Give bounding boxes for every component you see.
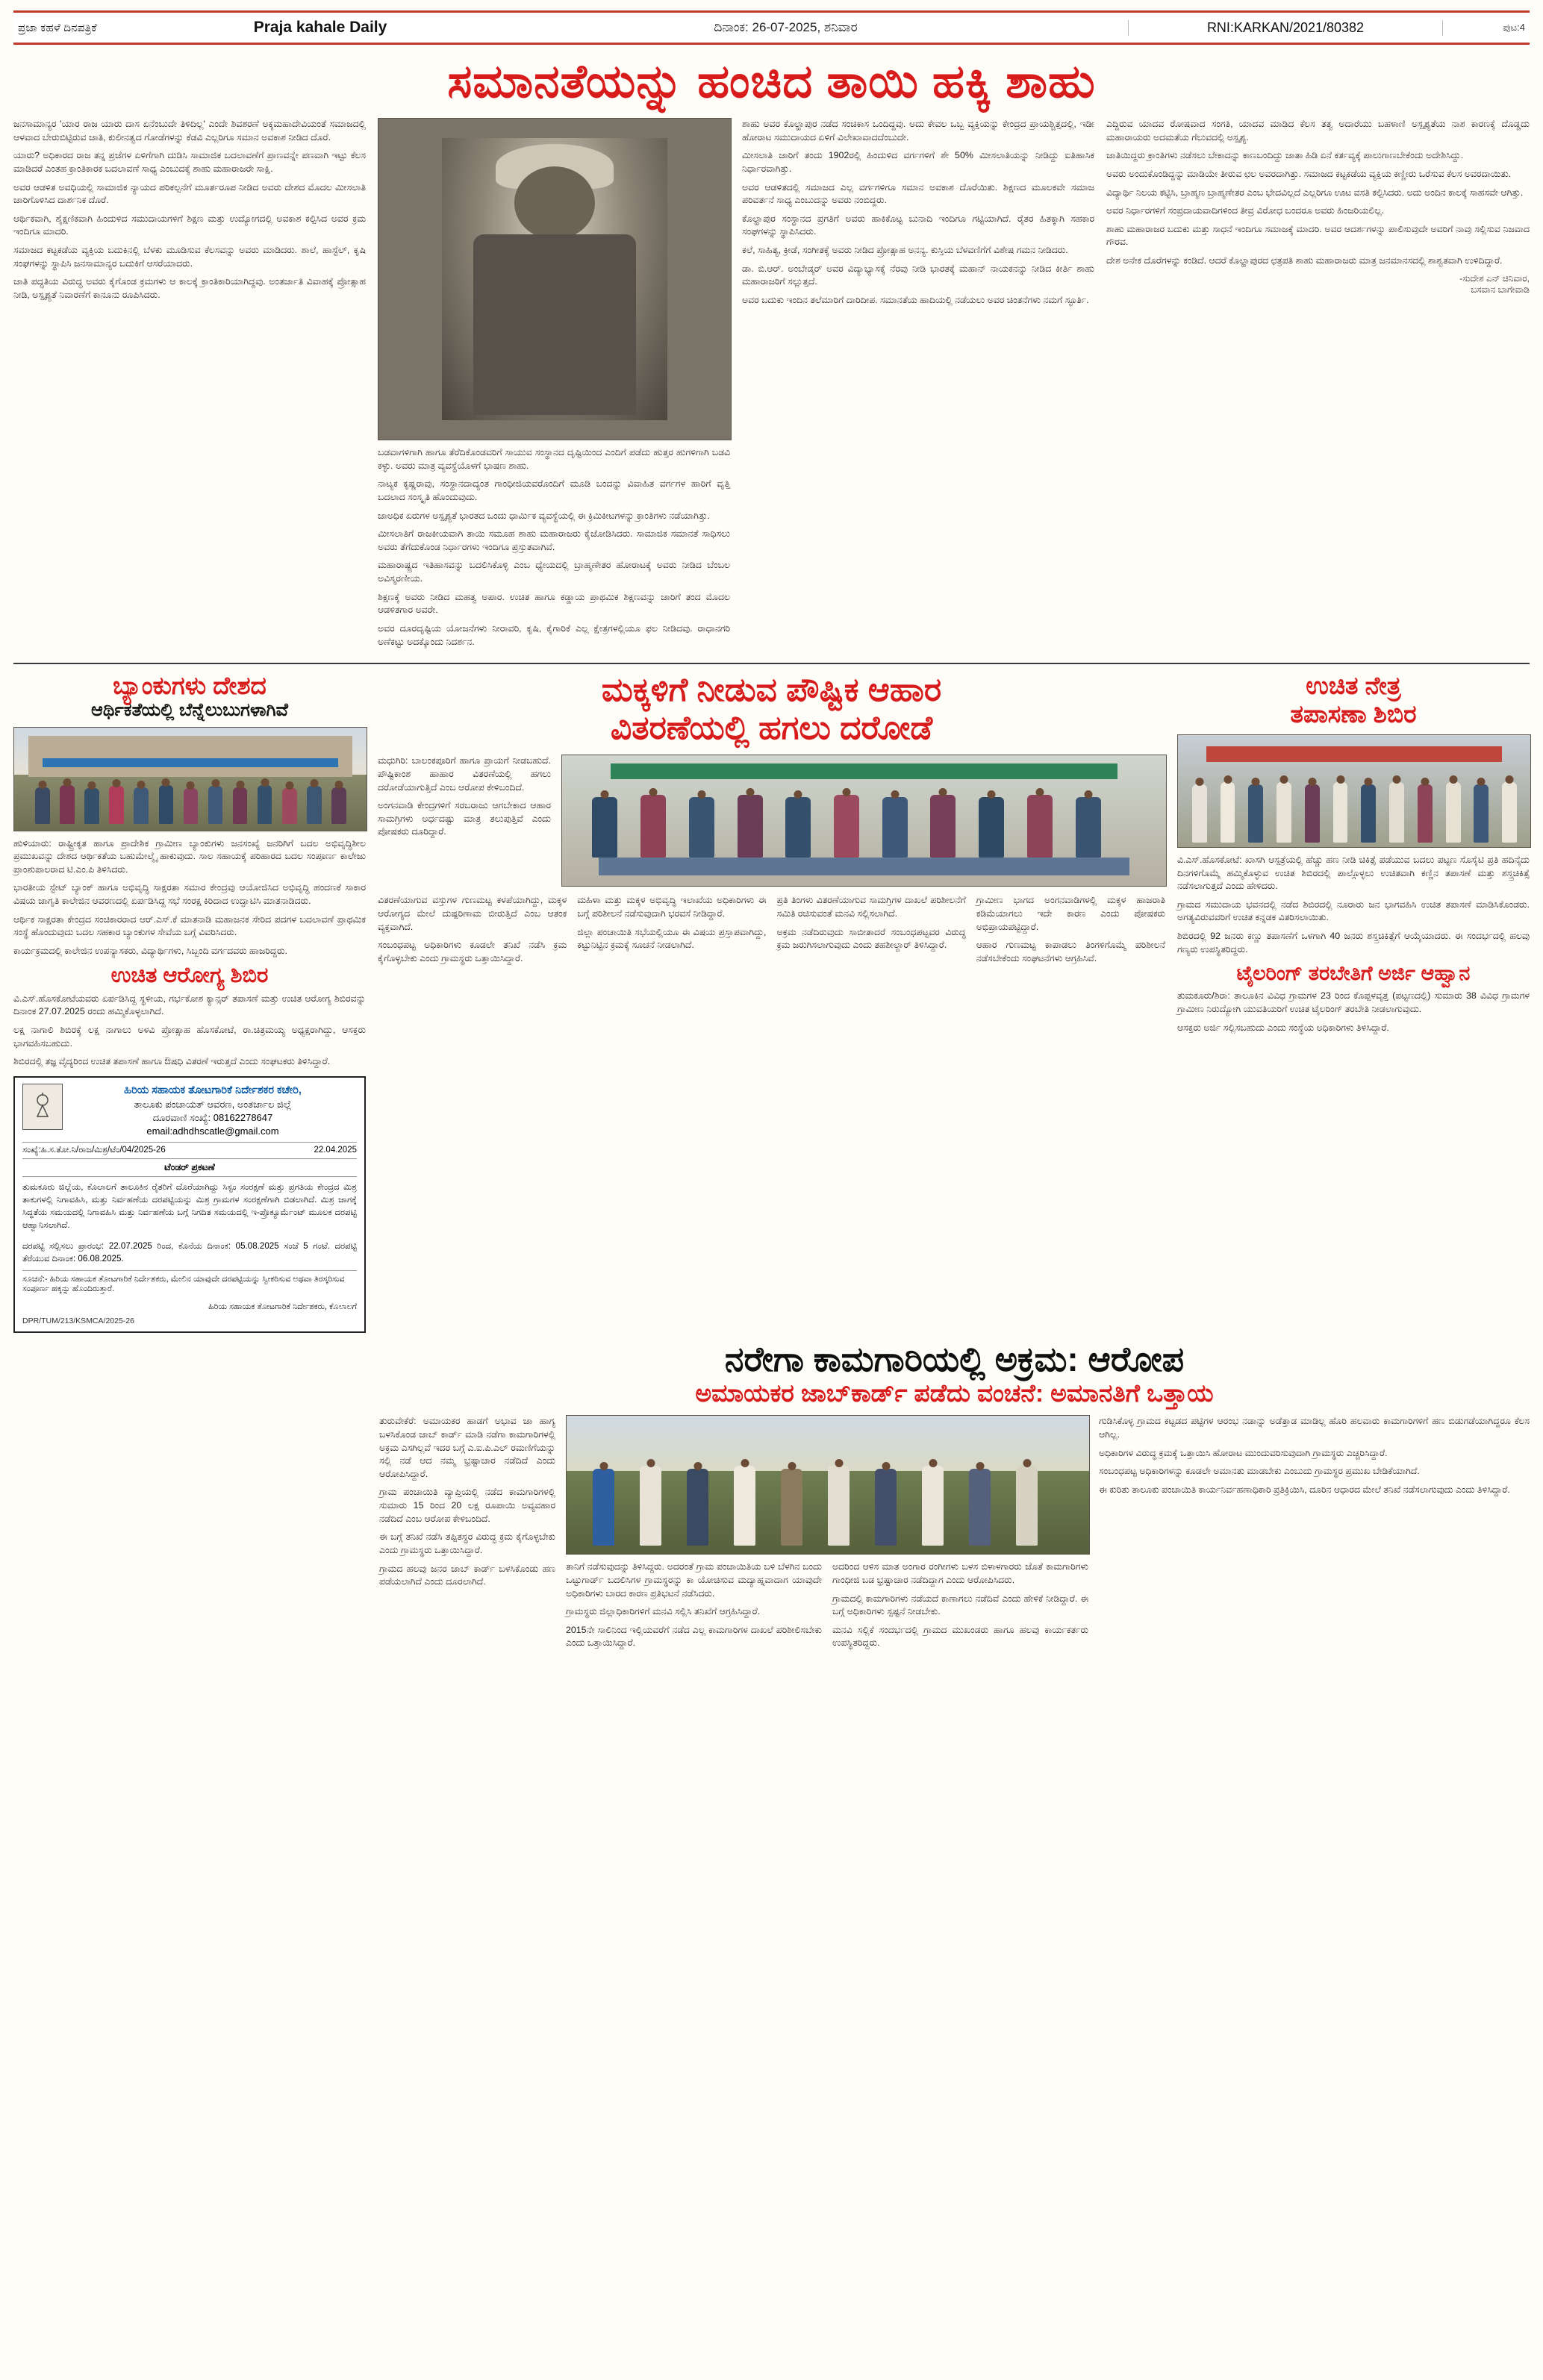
story-food-paragraph: ಗ್ರಾಮೀಣ ಭಾಗದ ಅಂಗನವಾಡಿಗಳಲ್ಲಿ ಮಕ್ಕಳ ಹಾಜರಾತಿ ಕಡಿಮೆಯಾಗಲು ಇದೇ ಕಾರಣ ಎಂದು ಪೋಷಕರು ಅಭಿಪ್ರಾಯಪಟ್ಟಿದ್ದಾರೆ. [976, 895, 1165, 932]
person-figure [159, 785, 174, 824]
masthead-publication-kannada: ಪ್ರಜಾ ಕಹಳೆ ದಿನಪತ್ರಿಕೆ [18, 21, 97, 34]
story-nrega-paragraph: ಈ ಬಗ್ಗೆ ತನಿಖೆ ನಡೆಸಿ ತಪ್ಪಿತಸ್ಥರ ವಿರುದ್ಧ ಕ್ರಮ ಕೈಗೊಳ್ಳಬೇಕು ಎಂದು ಗ್ರಾಮಸ್ಥರು ಒತ್ತಾಯಿಸಿದ್ದಾರೆ. [379, 1531, 555, 1555]
person-figure [331, 787, 346, 825]
story-health-paragraph: ವಿ.ಎಸ್.ಹೊಸಕೋಟೆಯವರು ಏರ್ಪಡಿಸಿದ್ದ ಸ್ಥಳೀಯ, ಗರ್ಭಕೋಶ ಕ್ಯಾನ್ಸರ್ ತಪಾಸಣೆ ಮತ್ತು ಉಚಿತ ಆರೋಗ್ಯ ಶಿಬಿರವನ್ನು ದಿನಾಂಕ 27.07.2025 ರಂದು ಹಮ್ಮಿಕೊಳ್ಳಲಾಗಿದೆ. [13, 993, 366, 1017]
person-figure [282, 788, 297, 824]
story-health-paragraph: ಶಿಬಿರದಲ್ಲಿ ತಜ್ಞ ವೈದ್ಯರಿಂದ ಉಚಿತ ತಪಾಸಣೆ ಹಾಗೂ ಔಷಧಿ ವಿತರಣೆ ಇರುತ್ತದೆ ಎಂದು ಸಂಘಟಕರು ತಿಳಿಸಿದ್ದಾರೆ. [13, 1056, 331, 1067]
person-figure [258, 785, 272, 824]
lead-paragraph: ಯಾರು? ಅಧಿಕಾರದ ರಾಜ ತನ್ನ ಪ್ರಜೆಗಳ ಏಳಿಗೆಗಾಗಿ ದುಡಿಸಿ ಸಾಮಾಜಿಕ ಬದಲಾವಣೆಗೆ ಪ್ರಾಣವನ್ನೇ ಪಣವಾಗಿ ಇಟ್ಟು ಕೆಲಸ ಮಾಡಿದರೆ ಎಂತಹ ಕ್ರಾಂತಿಕಾರಕ ಬದಲಾವಣೆ ಸಾಧ್ಯ ಎಂಬುದಕ್ಕೆ ಶಾಹು ಮಹಾರಾಜರೇ ಸಾಕ್ಷಿ. [13, 150, 366, 175]
story-bank-paragraph: ಕಾರ್ಯಕ್ರಮದಲ್ಲಿ ಕಾಲೇಜಿನ ಉಪನ್ಯಾಸಕರು, ವಿದ್ಯಾರ್ಥಿಗಳು, ಸಿಬ್ಬಂದಿ ವರ್ಗದವರು ಹಾಜರಿದ್ದರು. [13, 945, 287, 956]
person-figure [184, 788, 199, 824]
story-nrega-paragraph: ಗ್ರಾಮಸ್ಥರು ಜಿಲ್ಲಾಧಿಕಾರಿಗಳಿಗೆ ಮನವಿ ಸಲ್ಲಿಸಿ ತನಿಖೆಗೆ ಆಗ್ರಹಿಸಿದ್ದಾರೆ. [566, 1606, 761, 1617]
section-divider [13, 663, 1530, 664]
person-figure [979, 797, 1004, 858]
person-figure [785, 797, 811, 858]
person-figure [1221, 782, 1235, 843]
story-food-paragraph: ಮಧುಗಿರಿ: ಬಾಲಂಕಪೂರಿಗೆ ಹಾಗೂ ಪ್ರಾಯಗೆ ನೀಡಬಹುದೆ. ಪೌಷ್ಟಿಕಾಂಶ ಹಾಹಾರ ವಿತರಣೆಯಲ್ಲಿ ಹಗಲು ದರೋಡೆಯಾಗುತ್ತಿದೆ ಎಂಬ ಆರೋಪ ಕೇಳಿಬಂದಿದೆ. [378, 755, 551, 793]
person-figure [734, 1466, 755, 1546]
story-nrega-paragraph: ಅದರಿಂದ ಆಳಿಸ ಮಾತ ಅಂಗಾರ ರಂಗೀಗಳು ಬಳಸ ಬಿಳಾಳಗಾರರು ಜೊತೆ ಕಾಮಗಾರಿಗಳು ಗಾಂಧೀಜಿ ಬಡ ಭ್ರಷ್ಟಾಚಾರ ನಡೆದಿದ್ದಾಗ ಎಂದು ಆರೋಪಿಸಿದರು. [832, 1561, 1088, 1586]
person-figure [1248, 784, 1263, 843]
lead-paragraph: ಶಿಕ್ಷಣಕ್ಕೆ ಅವರು ನೀಡಿದ ಮಹತ್ವ ಅಪಾರ. ಉಚಿತ ಹಾಗೂ ಕಡ್ಡಾಯ ಪ್ರಾಥಮಿಕ ಶಿಕ್ಷಣವನ್ನು ಜಾರಿಗೆ ತಂದ ಮೊದಲ ಆಡಳಿತಗಾರ ಅವರೇ. [378, 591, 730, 616]
story-food-photo [561, 755, 1167, 887]
lead-headline: ಸಮಾನತೆಯನ್ನು ಹಂಚಿದ ತಾಯಿ ಹಕ್ಕಿ ಶಾಹು [447, 56, 1096, 107]
story-food-paragraph: ಅಂಗನವಾಡಿ ಕೇಂದ್ರಗಳಿಗೆ ಸರಬರಾಜು ಆಗಬೇಕಾದ ಆಹಾರ ಸಾಮಗ್ರಿಗಳು ಅರ್ಧದಷ್ಟು ಮಾತ್ರ ತಲುಪುತ್ತಿವೆ ಎಂದು ಪೋಷಕರು ದೂರಿದ್ದಾರೆ. [378, 800, 551, 837]
story-food-title-1: ಮಕ್ಕಳಿಗೆ ನೀಡುವ ಪೌಷ್ಟಿಕ ಆಹಾರ [601, 672, 942, 709]
masthead-date: ದಿನಾಂಕ: 26-07-2025, ಶನಿವಾರ [714, 20, 858, 34]
lead-paragraph: ಕೊಲ್ಹಾಪುರ ಸಂಸ್ಥಾನದ ಪ್ರಗತಿಗೆ ಅವರು ಹಾಕಿಕೊಟ್ಟ ಬುನಾದಿ ಇಂದಿಗೂ ಗಟ್ಟಿಯಾಗಿದೆ. ರೈತರ ಹಿತಕ್ಕಾಗಿ ಸಹಕಾರ ಸಂಘಗಳನ್ನು ಸ್ಥಾಪಿಸಿದರು. [742, 213, 1094, 237]
tender-dates: ದರಪಟ್ಟಿ ಸಲ್ಲಿಸಲು ಪ್ರಾರಂಭ: 22.07.2025 ರಿಂದ, ಕೊನೆಯ ದಿನಾಂಕ: 05.08.2025 ಸಂಜೆ 5 ಗಂಟೆ. ದರಪಟ್ಟಿ ತೆರೆಯುವ ದಿನಾಂಕ: 06.08.2025. [22, 1241, 357, 1264]
story-nrega-paragraph: ಮನವಿ ಸಲ್ಲಿಕೆ ಸಂದರ್ಭದಲ್ಲಿ ಗ್ರಾಮದ ಮುಖಂಡರು ಹಾಗೂ ಹಲವು ಕಾರ್ಯಕರ್ತರು ಉಪಸ್ಥಿತರಿದ್ದರು. [832, 1624, 1088, 1649]
story-eye-title-2: ತಪಾಸಣಾ ಶಿಬಿರ [1290, 700, 1417, 728]
tender-office-block [69, 1084, 357, 1137]
story-health-title: ಉಚಿತ ಆರೋಗ್ಯ ಶಿಬಿರ [110, 963, 269, 987]
lead-byline [1106, 273, 1530, 296]
lead-paragraph: ದೇಶ ಅನೇಕ ದೊರೆಗಳನ್ನು ಕಂಡಿದೆ. ಆದರೆ ಕೊಲ್ಹಾಪುರದ ಛತ್ರಪತಿ ಶಾಹು ಮಹಾರಾಜರು ಮಾತ್ರ ಜನಮಾನಸದಲ್ಲಿ ಶಾಶ್ವತವಾಗಿ ಉಳಿದಿದ್ದಾರೆ. [1106, 255, 1503, 266]
masthead-page-number: ಪುಟ:4 [1503, 22, 1525, 33]
person-figure [930, 795, 956, 858]
building-shape [28, 736, 352, 777]
story-tailoring-paragraph: ತುಮಕೂರು/ಶಿರಾ: ತಾಲೂಕಿನ ವಿವಿಧ ಗ್ರಾಮಗಳ 23 ರಿಂದ ಕೊಪ್ಪಳವೃತ್ತ (ಪಟ್ಟಣದಲ್ಲಿ) ಸುಮಾರು 38 ವಿವಿಧ ಗ್ರಾಮಗಳ ಗ್ರಾಮೀಣ ನಿರುದ್ಯೋಗಿ ಯುವತಿಯರಿಗೆ ಉಚಿತ ಟೈಲರಿಂಗ್ ತರಬೇತಿ ನೀಡಲಾಗುವುದು. [1177, 990, 1530, 1014]
masthead-rni: RNI:KARKAN/2021/80382 [1128, 20, 1443, 36]
story-eye-paragraph: ಗ್ರಾಮದ ಸಮುದಾಯ ಭವನದಲ್ಲಿ ನಡೆದ ಶಿಬಿರದಲ್ಲಿ ನೂರಾರು ಜನ ಭಾಗವಹಿಸಿ ಉಚಿತ ತಪಾಸಣೆ ಮಾಡಿಸಿಕೊಂಡರು. ಅಗತ್ಯವಿರುವವರಿಗೆ ಉಚಿತ ಕನ್ನಡಕ ವಿತರಿಸಲಾಯಿತು. [1177, 899, 1530, 923]
story-eye [1177, 672, 1530, 1040]
sky-region [567, 1416, 1089, 1471]
person-figure [781, 1469, 802, 1546]
person-figure [134, 787, 149, 825]
tender-office-name: ಹಿರಿಯ ಸಹಾಯಕ ತೋಟಗಾರಿಕೆ ನಿರ್ದೇಶಕರ ಕಚೇರಿ, [124, 1084, 302, 1096]
story-bank-photo [13, 727, 367, 831]
tender-subject: ಟೆಂಡರ್ ಪ್ರಕಟಣೆ [22, 1159, 357, 1177]
person-figure [828, 1466, 850, 1546]
lead-paragraph: ಶಾಹು ಅವರ ಕೊಲ್ಹಾಪುರ ನಡೆದ ಸಂಚಿಕಾಸ ಒಂದಿದ್ದವು. ಅದು ಕೇವಲ ಒಬ್ಬ ವ್ಯಕ್ತಿಯನ್ನು ಕೇಂದ್ರದ ಪ್ರಾಯಶ್ಚಿತ್ತದಲ್ಲಿ, ಇಡೀ ಹೋರಾಟ ಸಮುದಾಯದ ಏಳಿಗೆ ವಿಲೇಖಾವಾದದೆಂಬುದೇ. [742, 119, 1094, 143]
person-figure [1333, 782, 1348, 843]
story-nrega-title-main: ನರೇಗಾ ಕಾಮಗಾರಿಯಲ್ಲಿ ಅಕ್ರಮ: ಆರೋಪ [724, 1339, 1185, 1378]
lead-paragraph: ಆರ್ಥಿಕವಾಗಿ, ಶೈಕ್ಷಣಿಕವಾಗಿ ಹಿಂದುಳಿದ ಸಮುದಾಯಗಳಿಗೆ ಶಿಕ್ಷಣ ಮತ್ತು ಉದ್ಯೋಗದಲ್ಲಿ ಅವಕಾಶ ಕಲ್ಪಿಸಿದ ಅವರ ಕ್ರಮ ಇಂದಿಗೂ ಮಾದರಿ. [13, 213, 366, 237]
story-nrega-paragraph: ಈ ಕುರಿತು ತಾಲೂಕು ಪಂಚಾಯಿತಿ ಕಾರ್ಯನಿರ್ವಹಣಾಧಿಕಾರಿ ಪ್ರತಿಕ್ರಿಯಿಸಿ, ದೂರಿನ ಆಧಾರದ ಮೇಲೆ ತನಿಖೆ ನಡೆಸಲಾಗುವುದು ಎಂದು ತಿಳಿಸಿದ್ದಾರೆ. [1099, 1484, 1510, 1495]
person-figure [640, 1466, 661, 1546]
person-figure [1076, 797, 1101, 858]
lead-paragraph: ಕಲೆ, ಸಾಹಿತ್ಯ, ಕ್ರೀಡೆ, ಸಂಗೀತಕ್ಕೆ ಅವರು ನೀಡಿದ ಪ್ರೋತ್ಸಾಹ ಅನನ್ಯ. ಕುಸ್ತಿಯ ಬೆಳವಣಿಗೆಗೆ ವಿಶೇಷ ಗಮನ ನೀಡಿದರು. [742, 245, 1068, 256]
person-figure [1361, 784, 1376, 843]
person-figure [84, 788, 99, 824]
tender-office-email: email:adhdhscatle@gmail.com [146, 1125, 279, 1137]
lead-paragraph: ಜಾಅಧಿಕ ಏರುಗಳ ಅಸ್ಪೃಶ್ಯತೆ ಭಾರತದ ಒಂದು ಧಾರ್ಮಿಕ ವ್ಯವಸ್ಥೆಯಲ್ಲಿ ಈ ಕ್ರಿಮಿಕೀಟಗಳನ್ನು ಕ್ರಾಂತಿಗಳು ನಡೆಯಾಗಿತ್ತು. [378, 510, 710, 521]
person-figure [208, 786, 223, 824]
tender-code: DPR/TUM/213/KSMCA/2025-26 [22, 1316, 134, 1325]
person-figure [875, 1469, 897, 1546]
story-food-paragraph: ಅಕ್ರಮ ನಡೆದಿರುವುದು ಸಾಬೀತಾದರೆ ಸಂಬಂಧಪಟ್ಟವರ ವಿರುದ್ಧ ಕ್ರಮ ಜರುಗಿಸಲಾಗುವುದು ಎಂದು ತಹಶೀಲ್ದಾರ್ ತಿಳಿಸಿದ್ದಾರೆ. [776, 926, 966, 951]
tender-date: 22.04.2025 [314, 1146, 357, 1155]
lead-paragraph: ಶಾಹು ಮಹಾರಾಜರ ಬದುಕು ಮತ್ತು ಸಾಧನೆ ಇಂದಿಗೂ ಸಮಾಜಕ್ಕೆ ಮಾದರಿ. ಅವರ ಆದರ್ಶಗಳನ್ನು ಪಾಲಿಸುವುದೇ ಅವರಿಗೆ ನಾವು ಸಲ್ಲಿಸುವ ನಿಜವಾದ ಗೌರವ. [1106, 223, 1530, 248]
story-food-title-2: ವಿತರಣೆಯಲ್ಲಿ ಹಗಲು ದರೋಡೆ [610, 709, 933, 746]
lead-photo-shahu-maharaj [378, 118, 732, 440]
person-figure [35, 787, 50, 825]
lead-paragraph: ನಾಟ್ಯಕ ಕೃಷ್ಣರಾವು, ಸಂಸ್ಥಾನದಾದ್ಯಂತ ಗಾಂಧೀಜಿಯವರೊಂದಿಗೆ ಮೂಡಿ ಬಂದನ್ನು ವಿವಾಹಿತ ವರ್ಗಗಳ ಹಾರಿಗೆ ವೃತ್ತಿ ಬದಲಾದ ಸಂಸ್ಕೃತಿ ಹೊಂದುವುದು. [378, 478, 730, 503]
lead-paragraph: ಎದ್ದಿರುವ ಯಾದವ ರೋಷವಾದ ಸಂಗತಿ, ಯಾದವ ಮಾಡಿದ ಕೆಲಸ ತತ್ವ ಅದಾರೆಯು ಬಹಳಾಣಿ ಅಸ್ಪೃಶ್ಯತೆಯ ನಾಶ ಕಾರಣಕ್ಕೆ ದೊಡ್ಡದು ಮಹಾರಾಯರು ಅದಮತೆಯ ಗೆಲುವದಲ್ಲಿ ಅಸ್ಪೃಶ್ಯ. [1106, 119, 1530, 143]
story-food [378, 672, 1165, 965]
person-figure [1016, 1466, 1038, 1546]
story-nrega-photo [566, 1415, 1090, 1555]
story-nrega [379, 1340, 1530, 1655]
story-nrega-paragraph: ಗುಡಿಸಿಕೊಳ್ಳ ಗ್ರಾಮದ ಕಟ್ಟಡದ ಪಟ್ಟಿಗಳ ಆರಂಭ ನಡಾನ್ನು ಅಡೆತ್ತಾಡ ಮಾಡಿಲ್ಲ ಹೊರಿ ಹಲವಾರು ಕಾಮಗಾರಿಗಳಿಗೆ ಹಣ ಬಿಡುಗಡೆಯಾಗಿದ್ದರೂ ಕೆಲಸ ಆಗಿಲ್ಲ. [1099, 1416, 1530, 1440]
lead-paragraph: ಮೀಸಲಾತಿಗೆ ರಾಜಕೀಯವಾಗಿ ತಾಯಿ ಸಮೂಹ ಶಾಹು ಮಹಾರಾಜರು ಕೈಜೋಡಿಸಿದರು. ಸಾಮಾಜಿಕ ಸಮಾನತೆ ಸಾಧಿಸಲು ಅವರು ತೆಗೆದುಕೊಂಡ ನಿರ್ಧಾರಗಳು ಇಂದಿಗೂ ಪ್ರಸ್ತುತವಾಗಿವೆ. [378, 528, 730, 552]
person-figure [1446, 782, 1461, 843]
lead-paragraph: ಬಡವಾಗಳಿಗಾಗಿ ಹಾಗೂ ತೆರೆದಿಕೊಂಡವರಿಗೆ ಸಾಯುವ ಸಂಸ್ಥಾನದ ದೃಷ್ಟಿಯಿಂದ ಎಂದಿಗೆ ಪಡೆದು ಹುತ್ತರ ಹುಗಳಿಗಾಗಿ ಬಡವಿ ಕಳ್ಳು. ಅವರು ಮಾತ್ರ ವ್ಯವಸ್ಥೆಯೊಳಗೆ ಭಾಷಣ ಶಾಹು. [378, 447, 730, 471]
head-shape [514, 166, 596, 240]
story-nrega-paragraph: ಸಂಬಂಧಪಟ್ಟ ಅಧಿಕಾರಿಗಳನ್ನು ಕೂಡಲೇ ಅಮಾನತು ಮಾಡಬೇಕು ಎಂಬುದು ಗ್ರಾಮಸ್ಥರ ಪ್ರಮುಖ ಬೇಡಿಕೆಯಾಗಿದೆ. [1099, 1466, 1420, 1477]
event-banner [43, 758, 339, 767]
person-figure [738, 795, 763, 858]
person-figure [969, 1469, 991, 1546]
story-food-paragraph: ಪ್ರತಿ ತಿಂಗಳು ವಿತರಣೆಯಾಗುವ ಸಾಮಗ್ರಿಗಳ ದಾಖಲೆ ಪರಿಶೀಲನೆಗೆ ಸಮಿತಿ ರಚಿಸುವಂತೆ ಮನವಿ ಸಲ್ಲಿಸಲಾಗಿದೆ. [776, 895, 966, 919]
story-bank-title-2: ಆರ್ಥಿಕತೆಯಲ್ಲಿ ಬೆನ್ನೆಲುಬುಗಳಾಗಿವೆ [91, 700, 288, 721]
photo-scene [1178, 735, 1530, 847]
lead-column-2 [378, 118, 730, 654]
middle-band [13, 672, 1530, 1333]
story-bank-paragraph: ಆರ್ಥಿಕ ಸಾಕ್ಷರತಾ ಕೇಂದ್ರದ ಸಂಚಿಕಾರರಾದ ಆರ್.ಎಸ್.ಕೆ ಮಾತನಾಡಿ ಮಹಾಜನಕ ಸೇರಿದ ಪದಗಳ ಬದಲಾವಣೆ ಪ್ರಾಥಮಿಕ ಸಂಸ್ಥೆ ಹೊಂದುವುದು ಬದಲ ಸಹಕಾರ ಬ್ಯಾಂಕುಗಳ ಸೇವೆಯ ಬಗ್ಗೆ ವಿವರಿಸಿದರು. [13, 913, 366, 938]
lead-paragraph: ಜಾತಿಯಿದ್ದರು ಕ್ರಾಂತಿಗಳು ನಡೆಸಲು ಬೇಕಾದನ್ನು ಕಾಣಬಂದಿದ್ದು ಜಾತಾ ಹಿಡಿ ಏನೆ ಕರ್ತವ್ಯಕ್ಕೆ ಪಾಲುಗಾಣಬೇಕೆಂದು ಅದೇಶಿಸಿದ್ದು. [1106, 150, 1464, 161]
photo-scene [567, 1416, 1089, 1554]
story-bank-title-1: ಬ್ಯಾಂಕುಗಳು ದೇಶದ [113, 672, 266, 700]
story-eye-photo [1177, 734, 1531, 848]
person-figure [1027, 795, 1053, 858]
person-figure [1277, 782, 1291, 843]
story-food-paragraph: ಜಿಲ್ಲಾ ಪಂಚಾಯಿತಿ ಸಭೆಯಲ್ಲಿಯೂ ಈ ವಿಷಯ ಪ್ರಸ್ತಾಪವಾಗಿದ್ದು, ಕಟ್ಟುನಿಟ್ಟಿನ ಕ್ರಮಕ್ಕೆ ಸೂಚನೆ ನೀಡಲಾಗಿದೆ. [577, 926, 767, 951]
story-food-intro [378, 755, 551, 887]
person-figure [593, 1469, 614, 1546]
person-figure [307, 786, 322, 824]
story-nrega-paragraph: 2015ನೇ ಸಾಲಿನಿಂದ ಇಲ್ಲಿಯವರೆಗೆ ನಡೆದ ಎಲ್ಲ ಕಾಮಗಾರಿಗಳ ದಾಖಲೆ ಪರಿಶೀಲಿಸಬೇಕು ಎಂದು ಒತ್ತಾಯಿಸಿದ್ದಾರೆ. [566, 1624, 822, 1649]
person-figure [687, 1469, 708, 1546]
masthead [13, 10, 1530, 45]
story-nrega-column-3 [832, 1561, 1088, 1655]
person-figure [1502, 782, 1517, 843]
photo-scene [378, 119, 731, 440]
table-shape [599, 858, 1130, 876]
story-food-paragraph: ಆಹಾರ ಗುಣಮಟ್ಟ ಕಾಪಾಡಲು ತಿಂಗಳಿಗೊಮ್ಮೆ ಪರಿಶೀಲನೆ ನಡೆಸಬೇಕೆಂದು ಸಂಘಟನೆಗಳು ಆಗ್ರಹಿಸಿವೆ. [976, 940, 1165, 963]
lead-paragraph: ಡಾ. ಬಿ.ಆರ್. ಅಂಬೇಡ್ಕರ್ ಅವರ ವಿದ್ಯಾಭ್ಯಾಸಕ್ಕೆ ನೆರವು ನೀಡಿ ಭಾರತಕ್ಕೆ ಮಹಾನ್ ನಾಯಕನನ್ನು ನೀಡಿದ ಕೀರ್ತಿ ಶಾಹು ಮಹಾರಾಜರಿಗೆ ಸಲ್ಲುತ್ತದೆ. [742, 263, 1094, 287]
story-nrega-title-sub: ಅಮಾಯಕರ ಜಾಬ್‌ಕಾರ್ಡ್ ಪಡೆದು ವಂಚನೆ: ಅಮಾನತಿಗೆ ಒತ್ತಾಯ [695, 1379, 1214, 1408]
tender-signature: ಹಿರಿಯ ಸಹಾಯಕ ತೋಟಗಾರಿಕೆ ನಿರ್ದೇಶಕರು, ಕೊಲಾಲಗೆ [208, 1302, 357, 1311]
lead-paragraph: ಜನಸಾಮಾನ್ಯರ 'ಯಾರ ರಾಜ ಯಾರು ದಾಸ ಏನೆಂಬುದೇ ತಿಳಿದಿಲ್ಲ' ಎಂದೇ ಶಿವಶರಣೆ ಅಕ್ಕಮಹಾದೇವಿಯಂತೆ ಸಮಾಜದಲ್ಲಿ ಆಳವಾದ ಬೇರುಬಿಟ್ಟಿರುವ ಜಾತಿ, ಕುಲೀನತ್ವದ ಗೋಡೆಗಳನ್ನು ಕೆಡವಿ ಎಲ್ಲರಿಗೂ ಸಮಾನ ಅವಕಾಶ ನೀಡಿದ ದೊರೆ. [13, 119, 366, 143]
person-figure [834, 795, 859, 858]
portrait-figure [442, 138, 667, 420]
event-banner [1206, 746, 1503, 762]
tender-meta [22, 1143, 357, 1159]
photo-scene [562, 755, 1166, 886]
person-figure [1474, 784, 1489, 843]
tender-notice [13, 1076, 366, 1333]
story-nrega-paragraph: ಗ್ರಾಮದಲ್ಲಿ ಕಾಮಗಾರಿಗಳು ನಡೆಯದೆ ಕಾಣಾಗಲು ನಡೆದಿವೆ ಎಂದು ಹೇಳಿಕೆ ನೀಡಿದ್ದಾರೆ. ಈ ಬಗ್ಗೆ ಅಧಿಕಾರಿಗಳು ಸ್ಪಷ್ಟನೆ ನೀಡಬೇಕು. [832, 1593, 1088, 1617]
story-bank-paragraph: ಹುಳಿಯಾರು: ರಾಷ್ಟ್ರೀಕೃತ ಹಾಗೂ ಪ್ರಾದೇಶಿಕ ಗ್ರಾಮೀಣ ಬ್ಯಾಂಕುಗಳು ಜನಸಂಖ್ಯೆ ಜನರಿಗಿಗೆ ಬದಲ ಅಭಿವೃದ್ಧಿಶೀಲ ಪ್ರಮುಖವನ್ನು ದೇಶದ ಆರ್ಥಿಕತೆಯ ಬಹುಮೇಲ್ಮೈ ಹಾಕುವುದು. ಸಾಲ ಸಹಾಯಕ್ಕೆ ಪರಿಹಾರದ ಬದಲ ಸಂಪೂರ್ಣ ಕಾಲೇಜು ಪ್ರಾಂಶುಪಾಲರಾದ ಟಿ.ಎಂ.ಪಿ ತಿಳಿಸಿದರು. [13, 837, 366, 875]
person-figure [640, 795, 666, 858]
lead-paragraph: ಸಮಾಜದ ಕಟ್ಟಕಡೆಯ ವ್ಯಕ್ತಿಯ ಬದುಕಿನಲ್ಲಿ ಬೆಳಕು ಮೂಡಿಸುವ ಕೆಲಸವನ್ನು ಅವರು ಮಾಡಿದರು. ಶಾಲೆ, ಹಾಸ್ಟೆಲ್, ಕೃಷಿ ಸಂಘಗಳನ್ನು ಸ್ಥಾಪಿಸಿ ಜನಸಾಮಾನ್ಯರ ಬದುಕಿಗೆ ಆಸರೆಯಾದರು. [13, 245, 366, 269]
tender-note: ಸೂಚನೆ:- ಹಿರಿಯ ಸಹಾಯಕ ತೋಟಗಾರಿಕೆ ನಿರ್ದೇಶಕರು, ಮೇಲಿನ ಯಾವುದೇ ದರಪಟ್ಟಿಯನ್ನು ಸ್ವೀಕರಿಸುವ ಅಥವಾ ತಿರಸ್ಕರಿಸುವ ಸಂಪೂರ್ಣ ಹಕ್ಕನ್ನು ಹೊಂದಿರುತ್ತಾರೆ. [22, 1270, 357, 1294]
byline-name: -ಸುದೇಶ ಎನ್ ಚಿನಿವಾರ, [1459, 272, 1530, 284]
lead-paragraph: ಅವರ ಬದುಕು ಇಂದಿನ ತಲೆಮಾರಿಗೆ ದಾರಿದೀಪ. ಸಮಾನತೆಯ ಹಾದಿಯಲ್ಲಿ ನಡೆಯಲು ಅವರ ಚಿಂತನೆಗಳು ನಮಗೆ ಸ್ಫೂರ್ತಿ. [742, 294, 1089, 305]
person-figure [109, 786, 124, 824]
lead-paragraph: ಅವರ ನಿರ್ಧಾರಗಳಿಗೆ ಸಂಪ್ರದಾಯವಾದಿಗಳಿಂದ ತೀವ್ರ ವಿರೋಧ ಬಂದರೂ ಅವರು ಹಿಂಜರಿಯಲಿಲ್ಲ. [1106, 205, 1385, 216]
event-banner [611, 763, 1118, 779]
tender-header [22, 1084, 357, 1143]
person-figure [922, 1466, 944, 1546]
lead-paragraph: ಜಾತಿ ಪದ್ಧತಿಯ ವಿರುದ್ಧ ಅವರು ಕೈಗೊಂಡ ಕ್ರಮಗಳು ಆ ಕಾಲಕ್ಕೆ ಕ್ರಾಂತಿಕಾರಿಯಾಗಿದ್ದವು. ಅಂತರ್ಜಾತಿ ವಿವಾಹಕ್ಕೆ ಪ್ರೋತ್ಸಾಹ ನೀಡಿ, ಅಸ್ಪೃಶ್ಯತೆ ನಿವಾರಣೆಗೆ ಕಾನೂನು ರೂಪಿಸಿದರು. [13, 276, 366, 300]
story-nrega-column-4 [1099, 1415, 1530, 1655]
tender-reference-number: ಸಂಖ್ಯೆ:ಹಿ.ಸ.ತೋ.ನಿ/ರಾಜ/ಮಿಶ್ರ/ಟೆಂ/04/2025-26 [22, 1146, 166, 1155]
person-figure [689, 797, 714, 858]
story-food-paragraph: ಮಹಿಳಾ ಮತ್ತು ಮಕ್ಕಳ ಅಭಿವೃದ್ಧಿ ಇಲಾಖೆಯ ಅಧಿಕಾರಿಗಳು ಈ ಬಗ್ಗೆ ಪರಿಶೀಲನೆ ನಡೆಸುವುದಾಗಿ ಭರವಸೆ ನೀಡಿದ್ದಾರೆ. [577, 895, 767, 919]
lead-paragraph: ವಿದ್ಯಾರ್ಥಿ ನಿಲಯ ಕಟ್ಟಿಸಿ, ಬ್ರಾಹ್ಮಣ ಬ್ರಾಹ್ಮಣೇತರ ಎಂಬ ಭೇದವಿಲ್ಲದೆ ಎಲ್ಲರಿಗೂ ಊಟ ವಸತಿ ಕಲ್ಪಿಸಿದರು. ಅದು ಅಂದಿನ ಕಾಲಕ್ಕೆ ಸಾಹಸವೇ ಆಗಿತ್ತು. [1106, 187, 1524, 198]
story-bank [13, 672, 366, 1333]
person-figure [1192, 784, 1207, 843]
story-bank-paragraph: ಭಾರತೀಯ ಸ್ಟೇಟ್ ಬ್ಯಾಂಕ್ ಹಾಗೂ ಅಭಿವೃದ್ಧಿ ಸಾಕ್ಷರತಾ ಸಮಾರ ಕೇಂದ್ರವು ಆಯೋಜಿಸಿದ ಅಭಿವೃದ್ಧಿ ಹಂದಣಕೆ ಸಾಕಾರ ವಿಷಯ ಜಾಗೃತಿ ಕಾಲೇಜಿನ ಆವರಣದಲ್ಲಿ ಏರ್ಪಡಿಸಿದ್ದ ಸಭೆ ಸಂರಕ್ಷ ಕಿರಿದಾದ ಉದ್ಘಾಟಿಸಿ ಮಾತನಾಡಿದರು. [13, 882, 366, 907]
story-nrega-column-1 [379, 1415, 555, 1655]
story-nrega-paragraph: ತುರುವೇಕೆರೆ: ಅಮಾಯಕರ ಹಾಡಗೆ ಅಭಾವ ಜಾ ಹಾಗ್ಯ ಬಳಸಿಕೊಂಡ ಜಾಬ್ ಕಾರ್ಡ್ ಮಾಡಿ ನಡೆಗಾ ಕಾಮಗಾರಿಗಳಲ್ಲಿ ಅಕ್ರಮ ಎಸಗಿಲ್ಲವೆ ಇದರ ಬಗ್ಗೆ ಎ.ಐ.ಪಿ.ಎಲ್ ರಮಣಿಗೆಯನ್ನು ಸಲ್ಲಿ ನಡೆ ಆದ ನಮ್ಮ ಭ್ರಷ್ಟಾಚಾರ ನಡೆದಿದೆ ಎಂದು ಆರೋಪಿಸಿದ್ದಾರೆ. [379, 1416, 555, 1479]
lead-paragraph: ಅವರು ಅಂದುಕೊಂಡಿದ್ದನ್ನು ಮಾಡಿಯೇ ತೀರುವ ಛಲ ಅವರದಾಗಿತ್ತು. ಸಮಾಜದ ಕಟ್ಟಕಡೆಯ ವ್ಯಕ್ತಿಯ ಕಣ್ಣೀರು ಒರೆಸುವ ಕೆಲಸ ಅವರದಾಯಿತು. [1106, 169, 1512, 180]
story-nrega-paragraph: ಗ್ರಾಮ ಪಂಚಾಯಿತಿ ವ್ಯಾಪ್ತಿಯಲ್ಲಿ ನಡೆದ ಕಾಮಗಾರಿಗಳಲ್ಲಿ ಸುಮಾರು 15 ರಿಂದ 20 ಲಕ್ಷ ರೂಪಾಯಿ ಅವ್ಯವಹಾರ ನಡೆದಿದೆ ಎಂಬ ಆರೋಪ ಕೇಳಿಬಂದಿದೆ. [379, 1487, 555, 1524]
photo-scene [14, 728, 367, 831]
story-nrega-column-2 [566, 1561, 822, 1655]
story-eye-paragraph: ಶಿಬಿರದಲ್ಲಿ 92 ಜನರು ಕಣ್ಣು ತಪಾಸಣೆಗೆ ಒಳಗಾಗಿ 40 ಜನರು ಶಸ್ತ್ರಚಿಕಿತ್ಸೆಗೆ ಆಯ್ಕೆಯಾದರು. ಈ ಸಂದರ್ಭದಲ್ಲಿ ಹಲವು ಗಣ್ಯರು ಉಪಸ್ಥಿತರಿದ್ದರು. [1177, 931, 1530, 955]
person-figure [60, 785, 75, 824]
story-tailoring-paragraph: ಆಸಕ್ತರು ಅರ್ಜಿ ಸಲ್ಲಿಸಬಹುದು ಎಂದು ಸಂಸ್ಥೆಯ ಅಧಿಕಾರಿಗಳು ತಿಳಿಸಿದ್ದಾರೆ. [1177, 1022, 1389, 1033]
person-figure [1418, 784, 1433, 843]
story-nrega-paragraph: ಗ್ರಾಮದ ಹಲವು ಜನರ ಜಾಬ್ ಕಾರ್ಡ್ ಬಳಸಿಕೊಂಡು ಹಣ ಪಡೆಯಲಾಗಿದೆ ಎಂದು ದೂರಲಾಗಿದೆ. [379, 1563, 555, 1587]
story-eye-paragraph: ವಿ.ಎಸ್.ಹೊಸಕೋಟೆ: ಖಾಸಗಿ ಆಸ್ಪತ್ರೆಯಲ್ಲಿ ಹೆಚ್ಚು ಹಣ ನೀಡಿ ಚಿಕಿತ್ಸೆ ಪಡೆಯುವ ಬದಲು ಪಟ್ಟಣ ಸೊಸೈಟಿ ಪ್ರತಿ ಹದಿನೈದು ದಿನಗಳಿಗೊಮ್ಮೆ ಹಮ್ಮಿಕೊಳ್ಳುವ ಉಚಿತ ಶಿಬಿರದಲ್ಲಿ ಪಾಲ್ಗೊಳ್ಳಲು ಉಚಿತವಾಗಿ ಕಣ್ಣಿನ ತಪಾಸಣೆ ಮತ್ತು ಶಸ್ತ್ರಚಿಕಿತ್ಸೆ ನಡೆಸಲಾಗುತ್ತದೆ ಎಂದು ಹೇಳಿದರು. [1177, 854, 1530, 892]
tender-office-phone: ದೂರವಾಣಿ ಸಂಖ್ಯೆ: 08162278647 [152, 1112, 273, 1124]
lead-story [13, 118, 1530, 654]
story-food-paragraph: ವಿತರಣೆಯಾಗುವ ವಸ್ತುಗಳ ಗುಣಮಟ್ಟ ಕಳಪೆಯಾಗಿದ್ದು, ಮಕ್ಕಳ ಆರೋಗ್ಯದ ಮೇಲೆ ದುಷ್ಪರಿಣಾಮ ಬೀರುತ್ತಿದೆ ಎಂಬ ಆತಂಕ ವ್ಯಕ್ತವಾಗಿದೆ. [378, 895, 567, 932]
lead-paragraph: ಅವರ ದೂರದೃಷ್ಟಿಯ ಯೋಜನೆಗಳು ನೀರಾವರಿ, ಕೃಷಿ, ಕೈಗಾರಿಕೆ ಎಲ್ಲ ಕ್ಷೇತ್ರಗಳಲ್ಲಿಯೂ ಫಲ ನೀಡಿದವು. ರಾಧಾನಗರಿ ಅಣೆಕಟ್ಟು ಅದಕ್ಕೊಂದು ನಿದರ್ಶನ. [378, 622, 730, 647]
story-health-paragraph: ಲಕ್ಷ ನಾಗಾಲಿ ಶಿಬಿರಕ್ಕೆ ಲಕ್ಷ ನಾಗಾಲು ಅಳವಿ ಪ್ರೋತ್ಸಾಹ ಹೊಸಕೋಟೆ, ರಾ.ಚಿತ್ರಮಯ್ಯ ಅಧ್ಯಕ್ಷರಾಗಿದ್ದು, ಆಸಕ್ತರು ಭಾಗವಹಿಸಬಹುದು. [13, 1025, 366, 1049]
story-food-paragraph: ಸಂಬಂಧಪಟ್ಟ ಅಧಿಕಾರಿಗಳು ಕೂಡಲೇ ತನಿಖೆ ನಡೆಸಿ ಕ್ರಮ ಕೈಗೊಳ್ಳಬೇಕು ಎಂದು ಗ್ರಾಮಸ್ಥರು ಒತ್ತಾಯಿಸಿದ್ದಾರೆ. [378, 940, 567, 963]
person-figure [1389, 782, 1404, 843]
masthead-title: Praja kahale Daily [253, 19, 387, 36]
person-figure [592, 797, 617, 858]
tender-body: ತುಮಕೂರು ಜಿಲ್ಲೆಯ, ಕೊಲಾಲಗೆ ತಾಲೂಕಿನ ರೈತರಿಗೆ ದೊರೆಯಾಗಿದ್ದು ಸಿಸ್ಟಂ ಸಂರಕ್ಷಣೆ ಮತ್ತು ಪ್ರಗತಿಯ ಕೇಂದ್ರದ ಮಿಶ್ರ ತಾಕುಗಳಲ್ಲಿ ನಿಗಾವಹಿಸಿ, ಮತ್ತು ನಿರ್ವಹಣೆಯ ದರಪಟ್ಟಿಯನ್ನು ಮಿಶ್ರ ಗ್ರಾಮಗಳ ಸಂರಕ್ಷಣೆಗಾಗಿ ಬಿಡಲಾಗಿದೆ. ಮಿಶ್ರ ಜಾಗಕ್ಕೆ ಸಿದ್ಧತೆಯ ಸಮಯದಲ್ಲಿ ನಿಗಾವಹಿಸಿ ಮತ್ತು ನಿರ್ವಹಣೆಯ ಬಗ್ಗೆ ನಿಗದಿತ ಸಮಯದಲ್ಲಿ ಇ-ಪ್ರೊಕ್ಯೂರ್ಮೆಂಟ್ ಮೂಲಕ ದರಪಟ್ಟಿ ಆಹ್ವಾನಿಸಲಾಗಿದೆ. [22, 1182, 357, 1230]
person-figure [882, 797, 908, 858]
lead-column-4 [1106, 118, 1530, 296]
story-nrega-paragraph: ತಾನಿಗೆ ನಡೆಸುವುದನ್ನು ತಿಳಿಸಿದ್ದರು. ಅದರಂತೆ ಗ್ರಾಮ ಪಂಚಾಯಿತಿಯ ಬಳಿ ಬೆಳಗಿನ ಬಂದು ಒಟ್ಟುಗಾರ್ಡ್ ಬದಲಿಸಿಗಳ ಗ್ರಾಮಸ್ಥರನ್ನು ಕಾ ಯೋಚಿಸುವ ಮದ್ಯಾಹ್ನವಾದಾಗ ಯಾವುದೇ ಅಧಿಕಾರಿಗಳು ಬಾರದ ಕಾರಣ ಪ್ರತಿಭಟನೆ ನಡೆಸಿದರು. [566, 1561, 822, 1599]
lead-paragraph: ಮಹಾರಾಷ್ಟ್ರದ ಇತಿಹಾಸವನ್ನು ಬದಲಿಸಿಕೊಳ್ಳಿ ಎಂಬ ಧ್ಯೇಯದಲ್ಲಿ ಬ್ರಾಹ್ಮಣೇತರ ಹೋರಾಟಕ್ಕೆ ಅವರು ನೀಡಿದ ಬೆಂಬಲ ಅವಿಸ್ಮರಣೀಯ. [378, 560, 730, 584]
lead-paragraph: ಅವರ ಆಡಳಿತ ಅವಧಿಯಲ್ಲಿ ಸಾಮಾಜಿಕ ನ್ಯಾಯದ ಪರಿಕಲ್ಪನೆಗೆ ಮೂರ್ತರೂಪ ನೀಡಿದ ಅವರು ದೇಶದ ಮೊದಲ ಮೀಸಲಾತಿ ಜಾರಿಗೊಳಿಸಿದ ದಾರ್ಶನಿಕ ದೊರೆ. [13, 181, 366, 206]
government-emblem-icon [22, 1084, 63, 1130]
story-nrega-paragraph: ಅಧಿಕಾರಿಗಳ ವಿರುದ್ಧ ಕ್ರಮಕ್ಕೆ ಒತ್ತಾಯಿಸಿ ಹೋರಾಟ ಮುಂದುವರಿಸುವುದಾಗಿ ಗ್ರಾಮಸ್ಥರು ಎಚ್ಚರಿಸಿದ್ದಾರೆ. [1099, 1447, 1388, 1458]
lead-paragraph: ಅವರ ಆಡಳಿತದಲ್ಲಿ ಸಮಾಜದ ಎಲ್ಲ ವರ್ಗಗಳಿಗೂ ಸಮಾನ ಅವಕಾಶ ದೊರೆಯಿತು. ಶಿಕ್ಷಣದ ಮೂಲಕವೇ ಸಮಾಜ ಪರಿವರ್ತನೆ ಸಾಧ್ಯ ಎಂಬುದನ್ನು ಅವರು ನಂಬಿದ್ದರು. [742, 181, 1094, 206]
story-eye-title-1: ಉಚಿತ ನೇತ್ರ [1306, 672, 1401, 700]
story-tailoring-title: ಟೈಲರಿಂಗ್ ತರಬೇತಿಗೆ ಅರ್ಜಿ ಆಹ್ವಾನ [1236, 962, 1471, 985]
lead-paragraph: ಮೀಸಲಾತಿ ಜಾರಿಗೆ ತಂದು 1902ರಲ್ಲಿ ಹಿಂದುಳಿದ ವರ್ಗಗಳಿಗೆ ಶೇ 50% ಮೀಸಲಾತಿಯನ್ನು ನೀಡಿದ್ದು ಐತಿಹಾಸಿಕ ನಿರ್ಧಾರವಾಗಿತ್ತು. [742, 150, 1094, 175]
body-shape [473, 234, 635, 415]
person-figure [1305, 784, 1320, 843]
person-figure [233, 787, 248, 825]
byline-place: ಬಸವಾನ ಬಾಗೇವಾಡಿ [1471, 284, 1530, 296]
lead-column-3 [742, 118, 1094, 312]
story-food-body [378, 894, 1165, 965]
lead-column-1 [13, 118, 366, 307]
tender-office-address: ತಾಲೂಕು ಪಂಚಾಯತ್ ಆವರಣ, ಅಂತರ್ಜಾಲ ಜಿಲ್ಲೆ [134, 1099, 292, 1111]
